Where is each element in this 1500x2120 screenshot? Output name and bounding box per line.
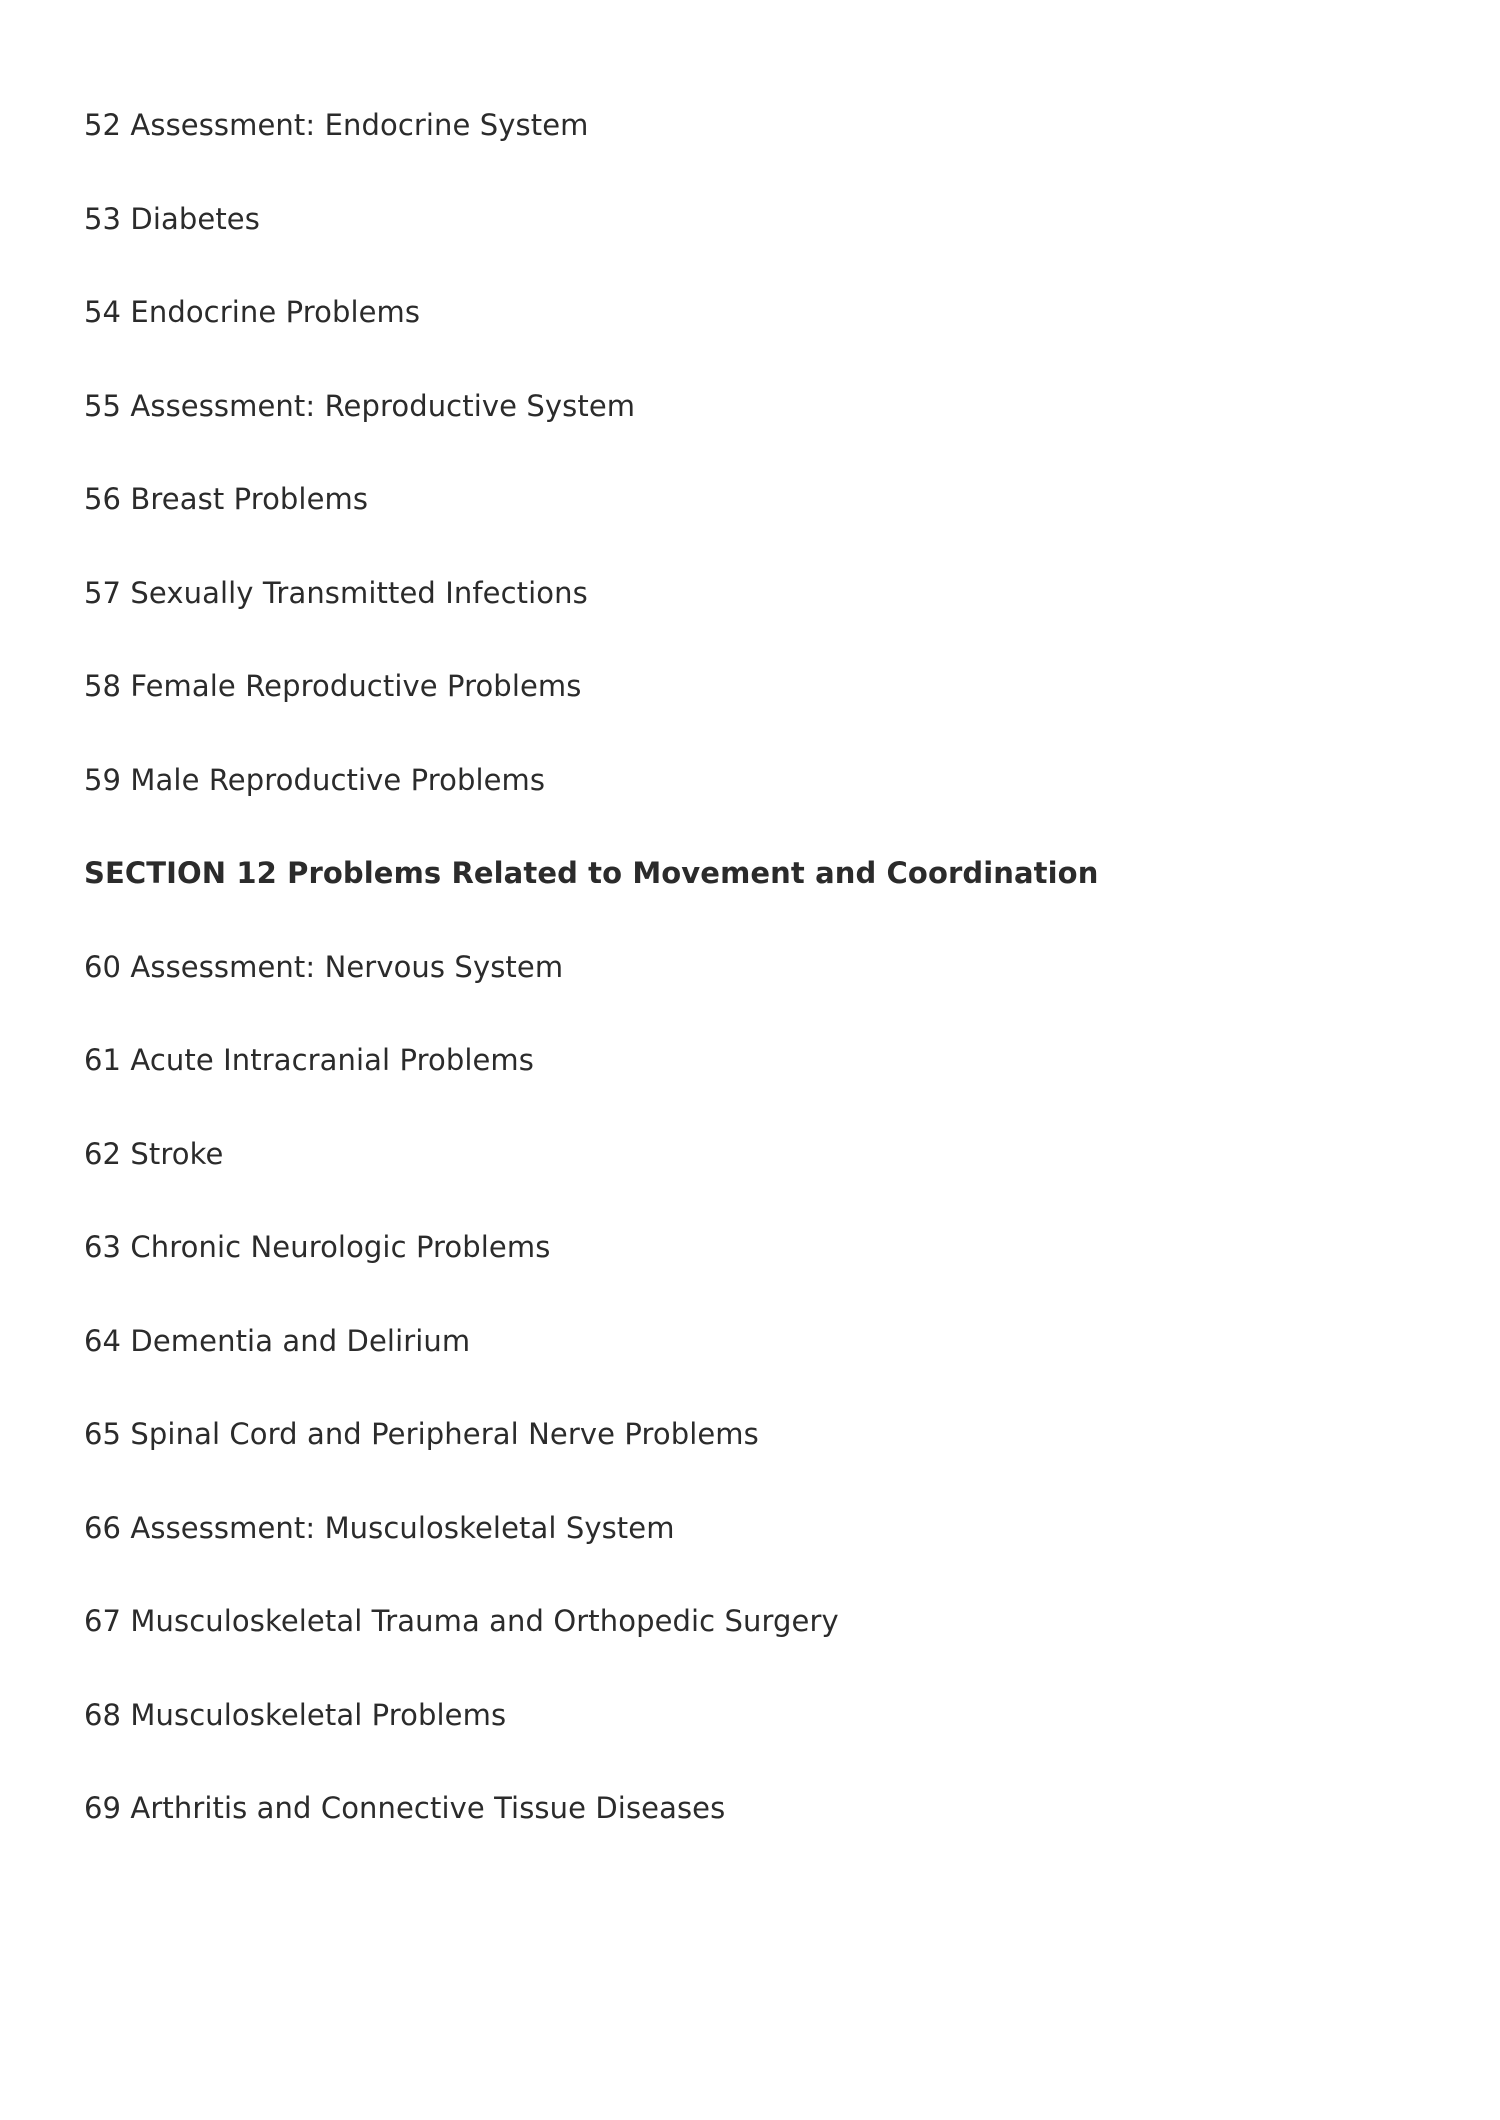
toc-chapter: 66 Assessment: Musculoskeletal System	[84, 1511, 675, 1545]
toc-chapter: 65 Spinal Cord and Peripheral Nerve Problems	[84, 1417, 759, 1451]
toc-chapter: 56 Breast Problems	[84, 482, 369, 516]
toc-chapter: 59 Male Reproductive Problems	[84, 763, 546, 797]
toc-chapter: 52 Assessment: Endocrine System	[84, 108, 589, 142]
toc-chapter: 64 Dementia and Delirium	[84, 1324, 471, 1358]
toc-chapter: 62 Stroke	[84, 1137, 224, 1171]
toc-chapter: 55 Assessment: Reproductive System	[84, 389, 636, 423]
toc-chapter: 60 Assessment: Nervous System	[84, 950, 564, 984]
toc-chapter: 57 Sexually Transmitted Infections	[84, 576, 588, 610]
toc-chapter: 54 Endocrine Problems	[84, 295, 421, 329]
toc-chapter: 69 Arthritis and Connective Tissue Diseases	[84, 1791, 726, 1825]
toc-chapter: 53 Diabetes	[84, 202, 260, 236]
toc-section-heading: SECTION 12 Problems Related to Movement and Coordination	[84, 856, 1099, 890]
toc-chapter: 63 Chronic Neurologic Problems	[84, 1230, 551, 1264]
toc-chapter: 58 Female Reproductive Problems	[84, 669, 582, 703]
toc-chapter: 61 Acute Intracranial Problems	[84, 1043, 534, 1077]
toc-chapter: 68 Musculoskeletal Problems	[84, 1698, 507, 1732]
toc-chapter: 67 Musculoskeletal Trauma and Orthopedic Surgery	[84, 1604, 839, 1638]
